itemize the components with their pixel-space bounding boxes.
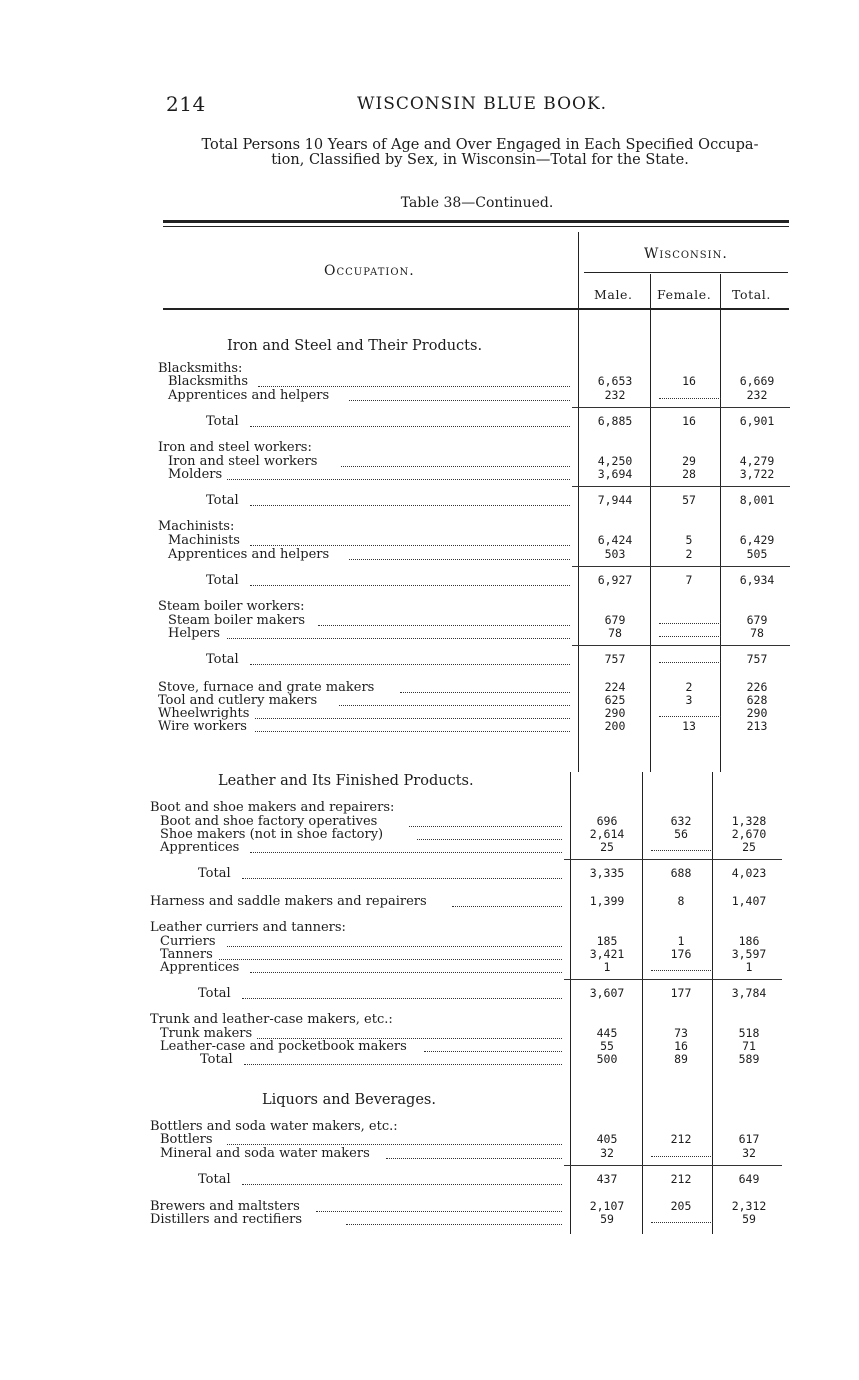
leader-dots bbox=[417, 838, 562, 840]
total-count: 628 bbox=[746, 693, 768, 707]
male-count: 25 bbox=[600, 840, 614, 854]
occupation-label: Apprentices bbox=[160, 840, 240, 855]
female-count bbox=[651, 961, 711, 974]
wisconsin-column-group-header: Wisconsin. bbox=[644, 246, 728, 262]
section-heading-leather: Leather and Its Finished Products. bbox=[218, 773, 474, 789]
occupation-label: Steam boiler workers: bbox=[158, 599, 305, 614]
table-row bbox=[0, 1053, 859, 1066]
female-count: 89 bbox=[674, 1052, 688, 1066]
male-count: 6,885 bbox=[597, 414, 633, 428]
table-row bbox=[0, 1120, 859, 1133]
total-count: 649 bbox=[738, 1172, 760, 1186]
table-row bbox=[0, 921, 859, 934]
female-count: 5 bbox=[685, 533, 693, 547]
table-row bbox=[0, 614, 859, 627]
occupation-label: Distillers and rectifiers bbox=[150, 1212, 303, 1227]
occupation-label: Total bbox=[200, 1052, 233, 1067]
total-count: 8,001 bbox=[739, 493, 775, 507]
leader-dots bbox=[242, 877, 562, 879]
female-count bbox=[651, 841, 711, 854]
female-count: 205 bbox=[670, 1199, 692, 1213]
total-count: 78 bbox=[750, 626, 764, 640]
leader-dots bbox=[318, 624, 570, 626]
occupation-label: Machinists bbox=[168, 533, 240, 548]
table-label: Table 38—Continued. bbox=[400, 195, 554, 211]
female-count: 1 bbox=[677, 934, 685, 948]
caption-line-1: Total Persons 10 Years of Age and Over Engaged in Each Specified Occupa- bbox=[201, 137, 759, 153]
male-count: 6,927 bbox=[597, 573, 633, 587]
total-count: 1 bbox=[745, 960, 753, 974]
female-count: 688 bbox=[670, 866, 692, 880]
table-row bbox=[0, 707, 859, 720]
female-count: 16 bbox=[682, 414, 696, 428]
total-count: 505 bbox=[746, 547, 768, 561]
leader-dots bbox=[341, 465, 570, 467]
male-count: 55 bbox=[600, 1039, 614, 1053]
occupation-label: Apprentices and helpers bbox=[168, 388, 330, 403]
leader-dots bbox=[227, 478, 570, 480]
occupation-label: Iron and steel workers bbox=[168, 454, 318, 469]
table-row bbox=[0, 534, 859, 547]
male-count: 445 bbox=[596, 1026, 618, 1040]
leader-dots bbox=[250, 544, 570, 546]
female-count: 632 bbox=[670, 814, 692, 828]
male-count: 625 bbox=[604, 693, 626, 707]
subtotal-rule bbox=[564, 859, 782, 860]
total-count: 2,312 bbox=[731, 1199, 767, 1213]
table-row bbox=[0, 987, 859, 1000]
occupation-label: Wheelwrights bbox=[158, 706, 250, 721]
female-count: 56 bbox=[674, 827, 688, 841]
male-count: 232 bbox=[604, 388, 626, 402]
male-column-header: Male. bbox=[594, 287, 633, 302]
male-count: 2,614 bbox=[589, 827, 625, 841]
leader-dots bbox=[255, 730, 570, 732]
female-count bbox=[659, 627, 719, 640]
table-row bbox=[0, 935, 859, 948]
table-row bbox=[0, 961, 859, 974]
male-count: 290 bbox=[604, 706, 626, 720]
blank-cell-dots bbox=[651, 1221, 713, 1223]
leader-dots bbox=[258, 385, 570, 387]
total-count: 25 bbox=[742, 840, 756, 854]
table-row bbox=[0, 694, 859, 707]
leader-dots bbox=[250, 425, 570, 427]
total-count: 4,023 bbox=[731, 866, 767, 880]
table-row bbox=[0, 681, 859, 694]
leader-dots bbox=[250, 504, 570, 506]
female-count: 7 bbox=[685, 573, 693, 587]
table-row bbox=[0, 389, 859, 402]
female-count: 2 bbox=[685, 547, 693, 561]
leader-dots bbox=[346, 1223, 562, 1225]
male-count: 7,944 bbox=[597, 493, 633, 507]
table-row bbox=[0, 895, 859, 908]
leader-dots bbox=[227, 945, 562, 947]
table-row bbox=[0, 653, 859, 666]
occupation-label: Machinists: bbox=[158, 519, 235, 534]
occupation-label: Bottlers bbox=[160, 1132, 213, 1147]
female-count: 3 bbox=[685, 693, 693, 707]
occupation-label: Total bbox=[198, 986, 231, 1001]
total-count: 6,934 bbox=[739, 573, 775, 587]
leader-dots bbox=[242, 1183, 562, 1185]
section-heading-liquors: Liquors and Beverages. bbox=[262, 1092, 436, 1108]
male-count: 224 bbox=[604, 680, 626, 694]
leader-dots bbox=[250, 851, 562, 853]
male-count: 757 bbox=[604, 652, 626, 666]
subtotal-rule bbox=[572, 566, 790, 567]
total-count: 1,328 bbox=[731, 814, 767, 828]
table-row bbox=[0, 548, 859, 561]
subtotal-rule bbox=[564, 979, 782, 980]
occupation-label: Trunk and leather-case makers, etc.: bbox=[150, 1012, 393, 1027]
total-count: 589 bbox=[738, 1052, 760, 1066]
table-row bbox=[0, 627, 859, 640]
total-count: 757 bbox=[746, 652, 768, 666]
total-count: 3,597 bbox=[731, 947, 767, 961]
table-row bbox=[0, 948, 859, 961]
female-count: 28 bbox=[682, 467, 696, 481]
leader-dots bbox=[250, 663, 570, 665]
table-row bbox=[0, 720, 859, 733]
table-row bbox=[0, 1147, 859, 1160]
total-count: 3,784 bbox=[731, 986, 767, 1000]
occupation-label: Iron and steel workers: bbox=[158, 440, 312, 455]
female-count bbox=[651, 1147, 711, 1160]
leader-dots bbox=[409, 825, 562, 827]
leader-dots bbox=[244, 1063, 562, 1065]
occupation-label: Leather curriers and tanners: bbox=[150, 920, 346, 935]
female-count: 57 bbox=[682, 493, 696, 507]
total-count: 6,901 bbox=[739, 414, 775, 428]
table-row bbox=[0, 801, 859, 814]
total-count: 186 bbox=[738, 934, 760, 948]
male-count: 1,399 bbox=[589, 894, 625, 908]
leader-dots bbox=[386, 1157, 562, 1159]
female-column-header: Female. bbox=[657, 287, 712, 302]
occupation-label: Mineral and soda water makers bbox=[160, 1146, 370, 1161]
running-head: WISCONSIN BLUE BOOK. bbox=[357, 94, 608, 114]
total-count: 213 bbox=[746, 719, 768, 733]
total-count: 290 bbox=[746, 706, 768, 720]
female-count: 2 bbox=[685, 680, 693, 694]
total-count: 2,670 bbox=[731, 827, 767, 841]
occupation-label: Total bbox=[198, 1172, 231, 1187]
occupation-label: Tool and cutlery makers bbox=[158, 693, 318, 708]
leader-dots bbox=[227, 637, 570, 639]
male-count: 200 bbox=[604, 719, 626, 733]
table-row bbox=[0, 1200, 859, 1213]
caption-line-2: tion, Classified by Sex, in Wisconsin—Total for the State. bbox=[271, 152, 689, 168]
female-count: 8 bbox=[677, 894, 685, 908]
blank-cell-dots bbox=[651, 969, 713, 971]
table-row bbox=[0, 441, 859, 454]
occupation-label: Trunk makers bbox=[160, 1026, 253, 1041]
leader-dots bbox=[400, 691, 570, 693]
total-count: 617 bbox=[738, 1132, 760, 1146]
occupation-label: Total bbox=[206, 493, 239, 508]
female-count: 212 bbox=[670, 1132, 692, 1146]
occupation-label: Apprentices and helpers bbox=[168, 547, 330, 562]
female-count: 16 bbox=[682, 374, 696, 388]
blank-cell-dots bbox=[659, 661, 721, 663]
female-count bbox=[659, 653, 719, 666]
total-count: 6,669 bbox=[739, 374, 775, 388]
table-row bbox=[0, 494, 859, 507]
occupation-label: Total bbox=[198, 866, 231, 881]
leader-dots bbox=[250, 584, 570, 586]
leader-dots bbox=[452, 905, 562, 907]
male-count: 2,107 bbox=[589, 1199, 625, 1213]
table-row bbox=[0, 1173, 859, 1186]
subtotal-rule bbox=[572, 486, 790, 487]
total-count: 6,429 bbox=[739, 533, 775, 547]
female-count bbox=[659, 389, 719, 402]
total-count: 59 bbox=[742, 1212, 756, 1226]
blank-cell-dots bbox=[659, 622, 721, 624]
table-row bbox=[0, 455, 859, 468]
occupation-label: Stove, furnace and grate makers bbox=[158, 680, 375, 695]
male-count: 3,421 bbox=[589, 947, 625, 961]
table-row bbox=[0, 468, 859, 481]
blank-cell-dots bbox=[651, 1155, 713, 1157]
female-count bbox=[659, 614, 719, 627]
occupation-label: Brewers and maltsters bbox=[150, 1199, 300, 1214]
occupation-label: Bottlers and soda water makers, etc.: bbox=[150, 1119, 398, 1134]
table-row bbox=[0, 1133, 859, 1146]
female-count: 16 bbox=[674, 1039, 688, 1053]
total-count: 32 bbox=[742, 1146, 756, 1160]
female-count: 176 bbox=[670, 947, 692, 961]
total-count: 3,722 bbox=[739, 467, 775, 481]
occupation-label: Apprentices bbox=[160, 960, 240, 975]
female-count bbox=[651, 1213, 711, 1226]
subtotal-rule bbox=[564, 1165, 782, 1166]
table-row bbox=[0, 375, 859, 388]
table-row bbox=[0, 1027, 859, 1040]
occupation-label: Total bbox=[206, 652, 239, 667]
male-count: 3,694 bbox=[597, 467, 633, 481]
male-count: 3,607 bbox=[589, 986, 625, 1000]
blank-cell-dots bbox=[659, 715, 721, 717]
occupation-label: Molders bbox=[168, 467, 223, 482]
total-count: 679 bbox=[746, 613, 768, 627]
female-count: 73 bbox=[674, 1026, 688, 1040]
occupation-label: Total bbox=[206, 414, 239, 429]
occupation-column-header: Occupation. bbox=[324, 263, 415, 279]
occupation-label: Curriers bbox=[160, 934, 216, 949]
male-count: 437 bbox=[596, 1172, 618, 1186]
occupation-label: Steam boiler makers bbox=[168, 613, 306, 628]
total-count: 226 bbox=[746, 680, 768, 694]
blank-cell-dots bbox=[659, 397, 721, 399]
blank-cell-dots bbox=[659, 635, 721, 637]
leader-dots bbox=[349, 399, 570, 401]
male-count: 500 bbox=[596, 1052, 618, 1066]
table-row bbox=[0, 841, 859, 854]
total-column-header: Total. bbox=[732, 287, 771, 302]
leader-dots bbox=[349, 558, 570, 560]
table-row bbox=[0, 867, 859, 880]
occupation-label: Total bbox=[206, 573, 239, 588]
total-count: 232 bbox=[746, 388, 768, 402]
total-count: 4,279 bbox=[739, 454, 775, 468]
male-count: 78 bbox=[608, 626, 622, 640]
table-row bbox=[0, 362, 859, 375]
table-row bbox=[0, 574, 859, 587]
occupation-label: Harness and saddle makers and repairers bbox=[150, 894, 427, 909]
male-count: 679 bbox=[604, 613, 626, 627]
total-count: 71 bbox=[742, 1039, 756, 1053]
occupation-label: Boot and shoe makers and repairers: bbox=[150, 800, 395, 815]
table-row bbox=[0, 600, 859, 613]
male-count: 1 bbox=[603, 960, 611, 974]
leader-dots bbox=[227, 1143, 562, 1145]
male-count: 696 bbox=[596, 814, 618, 828]
male-count: 185 bbox=[596, 934, 618, 948]
occupation-label: Wire workers bbox=[158, 719, 247, 734]
subtotal-rule bbox=[572, 407, 790, 408]
female-count: 29 bbox=[682, 454, 696, 468]
occupation-label: Boot and shoe factory operatives bbox=[160, 814, 378, 829]
leader-dots bbox=[219, 958, 562, 960]
subtotal-rule bbox=[572, 645, 790, 646]
table-row bbox=[0, 828, 859, 841]
male-count: 4,250 bbox=[597, 454, 633, 468]
female-count: 212 bbox=[670, 1172, 692, 1186]
section-heading-iron-steel: Iron and Steel and Their Products. bbox=[227, 338, 483, 354]
male-count: 405 bbox=[596, 1132, 618, 1146]
leader-dots bbox=[316, 1210, 562, 1212]
occupation-label: Leather-case and pocketbook makers bbox=[160, 1039, 407, 1054]
occupation-label: Blacksmiths bbox=[168, 374, 249, 389]
table-row bbox=[0, 815, 859, 828]
page-number: 214 bbox=[166, 92, 206, 116]
table-row bbox=[0, 1213, 859, 1226]
blank-cell-dots bbox=[651, 849, 713, 851]
female-count: 177 bbox=[670, 986, 692, 1000]
total-count: 518 bbox=[738, 1026, 760, 1040]
leader-dots bbox=[242, 997, 562, 999]
male-count: 59 bbox=[600, 1212, 614, 1226]
male-count: 6,424 bbox=[597, 533, 633, 547]
leader-dots bbox=[339, 704, 570, 706]
table-row bbox=[0, 1040, 859, 1053]
male-count: 32 bbox=[600, 1146, 614, 1160]
female-count: 13 bbox=[682, 719, 696, 733]
leader-dots bbox=[250, 971, 562, 973]
male-count: 6,653 bbox=[597, 374, 633, 388]
leader-dots bbox=[255, 717, 570, 719]
occupation-label: Blacksmiths: bbox=[158, 361, 243, 376]
male-count: 503 bbox=[604, 547, 626, 561]
table-row bbox=[0, 520, 859, 533]
occupation-label: Helpers bbox=[168, 626, 221, 641]
occupation-label: Shoe makers (not in shoe factory) bbox=[160, 827, 384, 842]
male-count: 3,335 bbox=[589, 866, 625, 880]
leader-dots bbox=[424, 1050, 562, 1052]
table-row bbox=[0, 1013, 859, 1026]
total-count: 1,407 bbox=[731, 894, 767, 908]
occupation-label: Tanners bbox=[160, 947, 213, 962]
table-row bbox=[0, 415, 859, 428]
